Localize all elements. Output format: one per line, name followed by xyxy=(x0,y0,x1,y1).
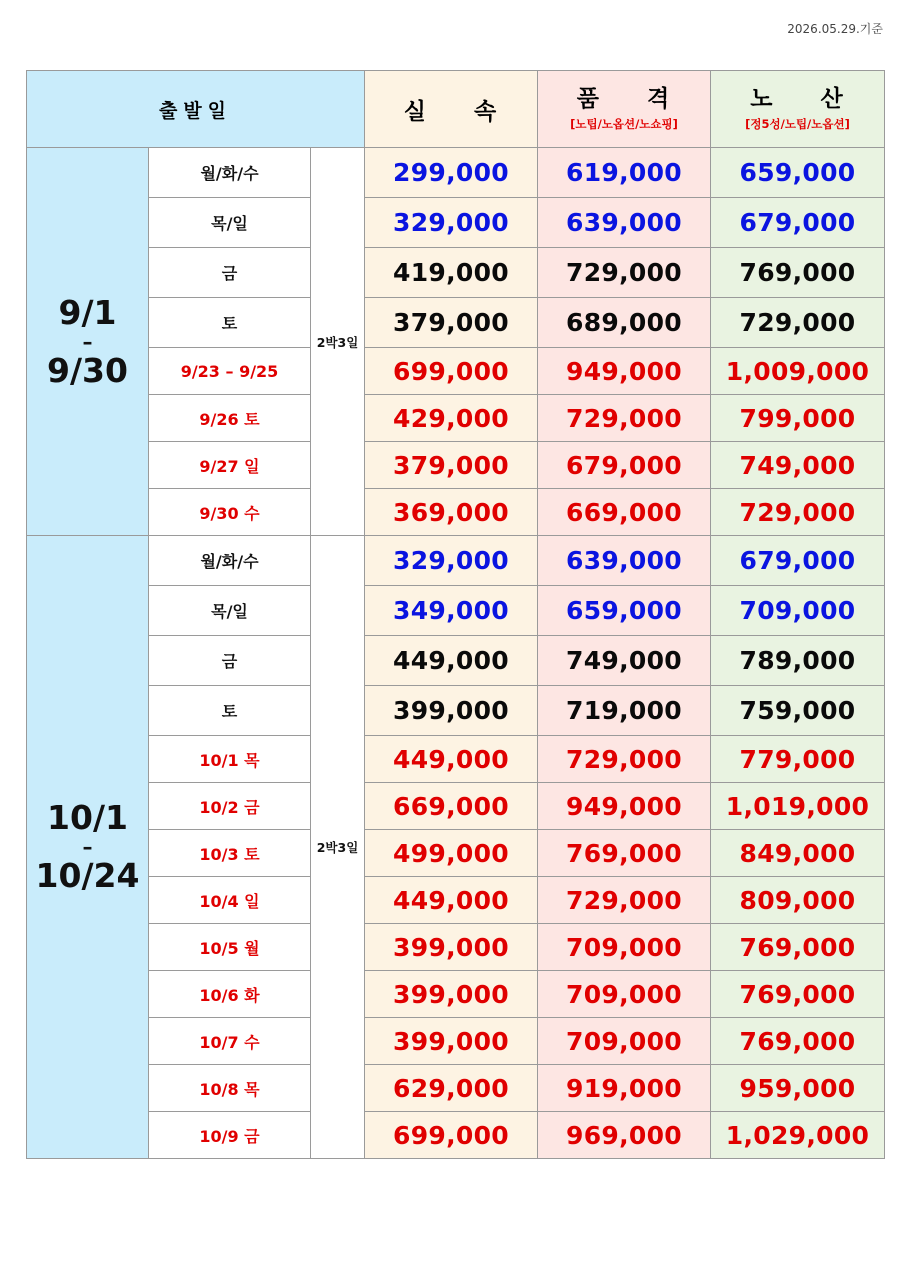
price-cell: 449,000 xyxy=(365,736,538,783)
table-row xyxy=(27,830,885,877)
price-cell: 729,000 xyxy=(538,877,711,924)
table-row xyxy=(27,198,885,248)
day-label: 9/30 수 xyxy=(149,489,311,536)
price-cell: 709,000 xyxy=(538,924,711,971)
price-cell: 969,000 xyxy=(538,1112,711,1159)
period-cell xyxy=(27,148,149,536)
day-label: 10/2 금 xyxy=(149,783,311,830)
price-cell: 399,000 xyxy=(365,971,538,1018)
day-label: 10/4 일 xyxy=(149,877,311,924)
table-row xyxy=(27,1112,885,1159)
day-label: 10/1 목 xyxy=(149,736,311,783)
day-label: 10/5 월 xyxy=(149,924,311,971)
price-cell: 669,000 xyxy=(538,489,711,536)
departure-header: 출발일 xyxy=(27,71,365,148)
table-row xyxy=(27,783,885,830)
price-cell: 799,000 xyxy=(711,395,885,442)
price-cell: 639,000 xyxy=(538,536,711,586)
day-label: 9/26 토 xyxy=(149,395,311,442)
price-cell: 429,000 xyxy=(365,395,538,442)
price-cell: 329,000 xyxy=(365,536,538,586)
table-row xyxy=(27,148,885,198)
price-cell: 679,000 xyxy=(711,198,885,248)
price-cell: 639,000 xyxy=(538,198,711,248)
day-label: 10/9 금 xyxy=(149,1112,311,1159)
price-cell: 379,000 xyxy=(365,298,538,348)
price-cell: 399,000 xyxy=(365,924,538,971)
table-row xyxy=(27,686,885,736)
price-cell: 399,000 xyxy=(365,686,538,736)
day-label: 9/27 일 xyxy=(149,442,311,489)
day-label: 10/8 목 xyxy=(149,1065,311,1112)
header-pumgyeok-sub: [노팁/노옵션/노쇼핑] xyxy=(570,117,678,131)
price-cell: 1,029,000 xyxy=(711,1112,885,1159)
price-cell: 419,000 xyxy=(365,248,538,298)
table-row xyxy=(27,489,885,536)
day-label: 9/23 – 9/25 xyxy=(149,348,311,395)
price-cell: 809,000 xyxy=(711,877,885,924)
table-row xyxy=(27,1018,885,1065)
period-dash: – xyxy=(82,835,93,859)
price-cell: 849,000 xyxy=(711,830,885,877)
day-label: 금 xyxy=(149,636,311,686)
price-cell: 749,000 xyxy=(538,636,711,686)
table-row xyxy=(27,736,885,783)
price-cell: 329,000 xyxy=(365,198,538,248)
header-nosan xyxy=(711,71,885,148)
nights-cell: 2박3일 xyxy=(311,536,365,1159)
day-label: 10/7 수 xyxy=(149,1018,311,1065)
header-pumgyeok-label: 품 격 xyxy=(576,86,690,112)
price-table xyxy=(26,70,885,1159)
price-cell: 629,000 xyxy=(365,1065,538,1112)
price-cell: 949,000 xyxy=(538,783,711,830)
header-nosan-sub: [정5성/노팁/노옵션] xyxy=(745,117,850,131)
day-label: 목/일 xyxy=(149,198,311,248)
price-cell: 699,000 xyxy=(365,348,538,395)
day-label: 10/3 토 xyxy=(149,830,311,877)
nights-cell: 2박3일 xyxy=(311,148,365,536)
header-silsok xyxy=(365,71,538,148)
price-cell: 619,000 xyxy=(538,148,711,198)
price-cell: 719,000 xyxy=(538,686,711,736)
period-start: 10/1 xyxy=(47,798,128,837)
period-start: 9/1 xyxy=(58,292,117,332)
price-cell: 499,000 xyxy=(365,830,538,877)
price-cell: 1,019,000 xyxy=(711,783,885,830)
price-cell: 729,000 xyxy=(538,736,711,783)
table-row xyxy=(27,877,885,924)
price-cell: 729,000 xyxy=(711,489,885,536)
price-cell: 919,000 xyxy=(538,1065,711,1112)
price-cell: 679,000 xyxy=(538,442,711,489)
price-cell: 749,000 xyxy=(711,442,885,489)
price-cell: 769,000 xyxy=(711,924,885,971)
header-nosan-label: 노 산 xyxy=(750,86,863,112)
day-label: 토 xyxy=(149,686,311,736)
price-cell: 789,000 xyxy=(711,636,885,686)
price-cell: 689,000 xyxy=(538,298,711,348)
table-row xyxy=(27,536,885,586)
period-end: 10/24 xyxy=(35,856,140,895)
price-cell: 709,000 xyxy=(538,971,711,1018)
price-cell: 709,000 xyxy=(538,1018,711,1065)
price-cell: 769,000 xyxy=(711,971,885,1018)
table-row xyxy=(27,248,885,298)
price-cell: 299,000 xyxy=(365,148,538,198)
price-cell: 449,000 xyxy=(365,636,538,686)
table-row xyxy=(27,442,885,489)
reference-date: 2026.05.29.기준 xyxy=(787,22,883,36)
header-silsok-label: 실 속 xyxy=(403,98,517,125)
price-cell: 349,000 xyxy=(365,586,538,636)
price-cell: 449,000 xyxy=(365,877,538,924)
price-cell: 729,000 xyxy=(538,248,711,298)
price-cell: 1,009,000 xyxy=(711,348,885,395)
price-cell: 729,000 xyxy=(538,395,711,442)
price-cell: 959,000 xyxy=(711,1065,885,1112)
day-label: 10/6 화 xyxy=(149,971,311,1018)
period-end: 9/30 xyxy=(47,350,128,390)
price-cell: 759,000 xyxy=(711,686,885,736)
table-row xyxy=(27,971,885,1018)
price-cell: 369,000 xyxy=(365,489,538,536)
period-cell xyxy=(27,536,149,1159)
price-cell: 769,000 xyxy=(538,830,711,877)
price-cell: 709,000 xyxy=(711,586,885,636)
period-dash: – xyxy=(82,329,93,354)
header-row xyxy=(27,71,885,148)
price-cell: 699,000 xyxy=(365,1112,538,1159)
table-row xyxy=(27,1065,885,1112)
day-label: 토 xyxy=(149,298,311,348)
day-label: 목/일 xyxy=(149,586,311,636)
price-cell: 679,000 xyxy=(711,536,885,586)
table-row xyxy=(27,348,885,395)
day-label: 금 xyxy=(149,248,311,298)
table-row xyxy=(27,636,885,686)
price-cell: 769,000 xyxy=(711,248,885,298)
price-cell: 949,000 xyxy=(538,348,711,395)
price-cell: 399,000 xyxy=(365,1018,538,1065)
price-cell: 379,000 xyxy=(365,442,538,489)
price-cell: 659,000 xyxy=(711,148,885,198)
table-row xyxy=(27,298,885,348)
table-row xyxy=(27,924,885,971)
table-row xyxy=(27,395,885,442)
price-cell: 769,000 xyxy=(711,1018,885,1065)
price-cell: 659,000 xyxy=(538,586,711,636)
price-cell: 729,000 xyxy=(711,298,885,348)
price-cell: 669,000 xyxy=(365,783,538,830)
table-row xyxy=(27,586,885,636)
price-cell: 779,000 xyxy=(711,736,885,783)
header-pumgyeok xyxy=(538,71,711,148)
day-label: 월/화/수 xyxy=(149,148,311,198)
day-label: 월/화/수 xyxy=(149,536,311,586)
